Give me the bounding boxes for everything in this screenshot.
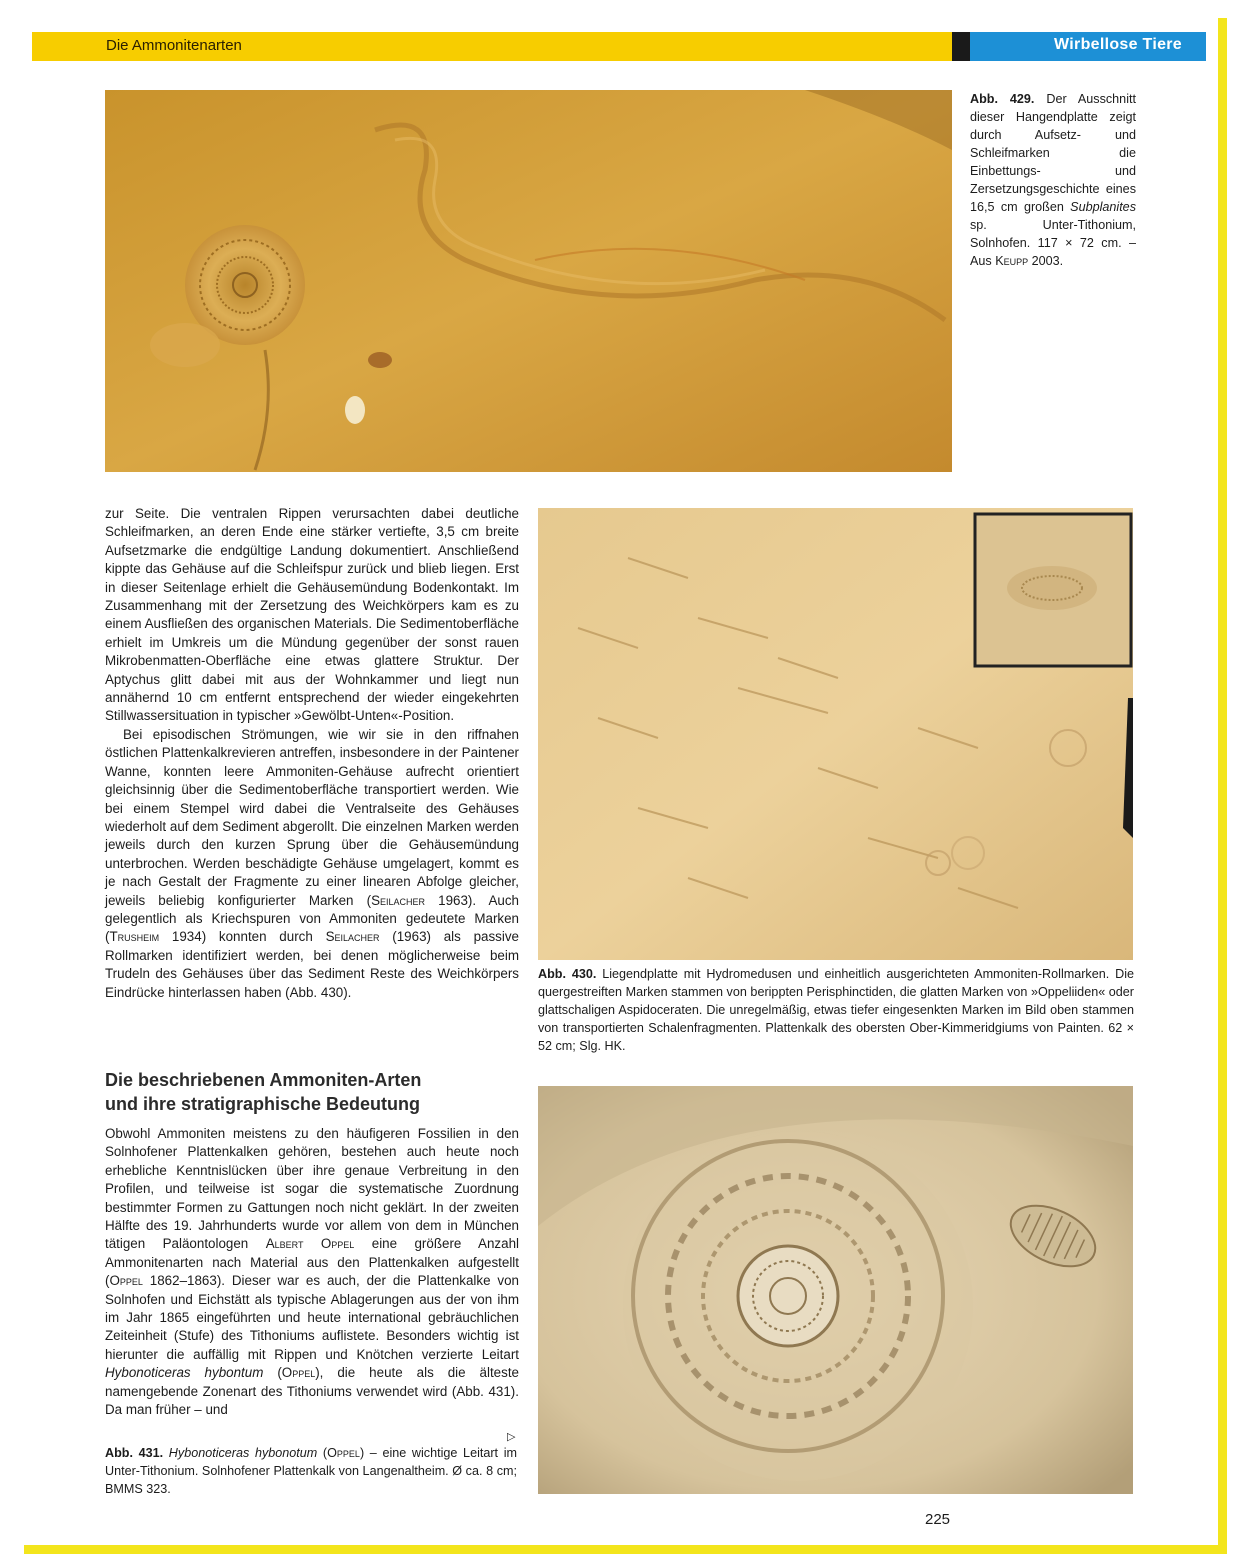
figure-429-text: Der Ausschnitt dieser Hangendplatte zeigt durch Aufsetz- und Schleifmarken die Einbettungs- und Zersetzungsgeschichte eines 16,5 cm großen (970, 92, 1136, 214)
figure-430-label: Abb. 430. (538, 967, 597, 981)
body-paragraph: Obwohl Ammoniten meistens zu den häufigeren Fossilien in den Solnhofener Plattenkalken gehören, bestehen auch heute noch erhebliche Kenntnislücken über ihre genaue Verbreitung in den Profilen, und teilweise ist sogar die systematische Zuordnung bestimmter Formen zu Gattungen noch nicht geklärt. In der zweiten Hälfte des 19. Jahrhunderts wurde vor allem von dem in München tätigen Paläontologen Albert Oppel eine größere Anzahl Ammonitenarten nach Material aus den Plattenkalken aufgestellt (Oppel 1862–1863). Dieser war es auch, der die Plattenkalke von Solnhofen und Eichstätt als typische Ablagerungen aus der von ihm im Jahr 1865 eingeführten und heute international gebräuchlichen Zeiteinheit (Stufe) des Tithoniums auflistete. Besonders wichtig ist hierunter die auffällig mit Rippen und Knötchen verzierte Leitart Hybonoticeras hybontum (Oppel), die heute als die älteste namengebende Zonenart des Tithoniums verwendet wird (Abb. 431). Da man früher – und (105, 1126, 519, 1418)
figure-429-taxon: Subplanites (1070, 200, 1136, 214)
section-heading: Die beschriebenen Ammoniten-Arten und ihre stratigraphische Bedeutung (105, 1070, 422, 1114)
author-name: Albert Oppel (265, 1236, 355, 1252)
page-frame-right (1218, 18, 1227, 1548)
author-name: Seilacher (325, 929, 380, 945)
header-chapter-bar (32, 32, 952, 61)
figure-431-taxon: Hybonoticeras hybonotum (168, 1446, 318, 1460)
figure-429-author: Keupp (995, 254, 1029, 268)
page-number: 225 (925, 1511, 951, 1528)
fossil-photo-429 (105, 90, 952, 472)
header-divider (952, 32, 970, 61)
header-section-bar (970, 32, 1206, 61)
body-paragraph: zur Seite. Die ventralen Rippen verursachten dabei deutliche Schleifmarken, an deren Ende eine stärker vertiefte, 3,5 cm breite Aufsetzmarke die endgültige Landung dokumentiert. Anschließend kippte das Gehäuse auf die Schleifspur zurück und blieb liegen. Erst in dieser Seitenlage erhielt die Gehäusemündung Bodenkontakt. Im Zusammenhang mit der Zersetzung des Weichkörpers kam es zu einem Ausfließen des organischen Materials. Die Sedimentoberfläche erhielt im Umkreis um die Mündung gegenüber der sonst rauen Mikrobenmatten-Oberfläche eine etwas glattere Struktur. Der Aptychus glitt dabei mit aus der Wohnkammer und liegt nun annähernd 10 cm entfernt entsprechend der wieder eingekehrten Stillwassersituation in typischer »Gewölbt-Unten«-Position. (105, 506, 519, 724)
caption-pointer-arrow: ▷ (507, 1431, 516, 1443)
figure-429-text2: sp. Unter-Tithonium, Solnhofen. 117 × 72 cm. – Aus (970, 218, 1136, 268)
taxon-name: Hybonoticeras hybontum (105, 1365, 264, 1381)
page-frame-bottom (24, 1545, 1227, 1554)
fossil-photo-430 (538, 508, 1133, 960)
author-name: Trusheim (109, 929, 160, 945)
figure-429-caption (970, 90, 1136, 270)
figure-431-text: – eine wichtige Leitart im Unter-Tithonium. Solnhofener Plattenkalk von Langenaltheim. Ø ca. 8 cm; BMMS 323. (105, 1446, 517, 1496)
body-paragraph: Bei episodischen Strömungen, wie wir sie in den riffnahen östlichen Plattenkalkrevieren antreffen, insbesondere in der Paintener Wanne, konnten leere Ammoniten-Gehäuse aufrecht orientiert gleichsinnig über die Sedimentoberfläche transportiert werden. Wie bei einem Stempel wird dabei die Ventralseite des Gehäuses wiederholt auf dem Sediment abgerollt. Die einzelnen Marken werden jeweils durch den kurzen Sprung über die Gehäusemündung unterbrochen. Werden beschädigte Gehäuse umgelagert, kommt es je nach Gestalt der Fragmente zu einer linearen Abfolge gleicher, jeweils beliebig konfigurierter Marken (Seilacher 1963). Auch gelegentlich als Kriechspuren von Ammoniten gedeutete Marken (Trusheim 1934) konnten durch Seilacher (1963) als passive Rollmarken identifiziert werden, bei denen möglicherweise beim Trudeln des Gehäuses über das Sediment Reste des Weichkörpers Eindrücke hinterlassen haben (Abb. 430). (105, 726, 519, 1000)
header-section-title: Wirbellose Tiere (1054, 36, 1182, 53)
fossil-photo-431 (538, 1086, 1133, 1494)
author-name: Oppel (109, 1273, 143, 1289)
figure-429-text3: 2003. (1028, 254, 1064, 268)
figure-430-text: Liegendplatte mit Hydromedusen und einheitlich ausgerichteten Ammoniten-Rollmarken. Die quergestreiften Marken stammen von berippten Perisphinctiden, die glatten Marken von »Oppeliiden« oder glattschaligen Aspidoceraten. Die unregelmäßig, etwas tiefer eingesenkten Marken im Bild oben stammen von transportierten Schalenfragmenten. Plattenkalk des obersten Ober-Kimmeridgiums von Painten. 62 × 52 cm; Slg. HK. (538, 967, 1134, 1053)
figure-431-label: Abb. 431. (105, 1446, 164, 1460)
figure-431-caption: Abb. 431. Hybonoticeras hybonotum (Oppel) – eine wichtige Leitart im Unter-Tithonium. Solnhofener Plattenkalk von Langenaltheim. Ø ca. 8 cm; BMMS 323. (105, 1446, 517, 1496)
author-name: Seilacher (371, 892, 426, 908)
running-header (32, 32, 1206, 61)
author-name: Oppel (281, 1365, 316, 1381)
body-column-2 (105, 1125, 519, 1420)
figure-430-caption (538, 965, 1134, 1055)
figure-431-author: Oppel (327, 1446, 360, 1460)
body-column-1 (105, 505, 519, 1002)
figure-429-label: Abb. 429. (970, 92, 1035, 106)
header-chapter-title: Die Ammonitenarten (106, 37, 242, 54)
